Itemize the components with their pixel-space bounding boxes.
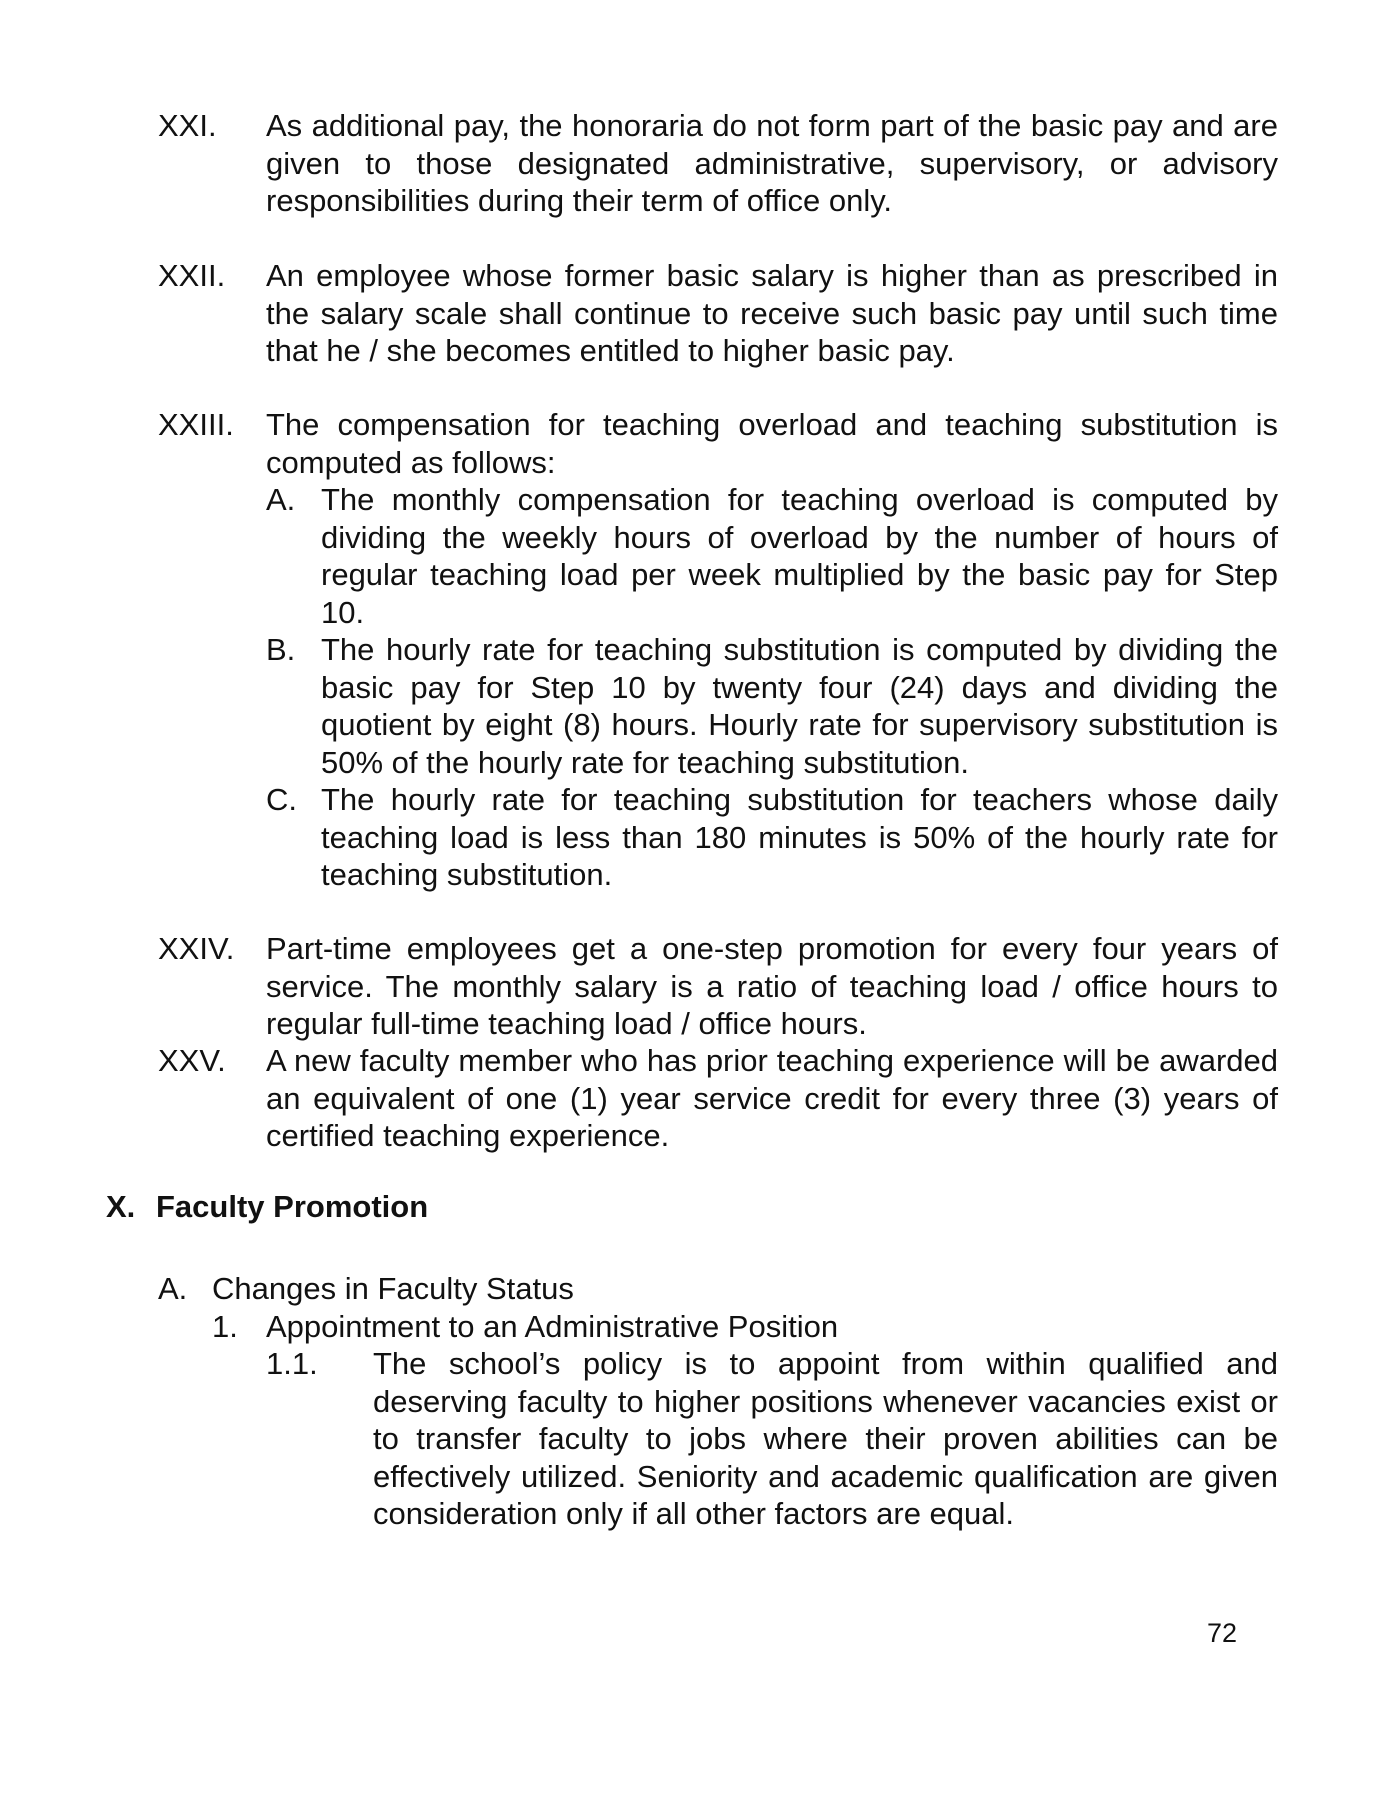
item-text: An employee whose former basic salary is higher than as prescribed in the salary scale shall continue to receive such basic pay until such time that he / she becomes entitled to higher basic pay. <box>266 258 1278 368</box>
item-text: The compensation for teaching overload and teaching substitution is computed as follows: <box>266 407 1278 480</box>
section-content <box>158 1270 1278 1533</box>
subsection-label: A. <box>158 1271 188 1306</box>
item-text: Part-time employees get a one-step promotion for every four years of service. The monthly salary is a ratio of teaching load / office hours to regular full-time teaching load / office hours. <box>266 931 1278 1041</box>
item-xxi <box>158 107 1278 220</box>
sub-list <box>266 481 1278 894</box>
section-title: Faculty Promotion <box>156 1189 429 1224</box>
sub-item-text: The hourly rate for teaching substitution for teachers whose daily teaching load is less than 180 minutes is 50% of the hourly rate for teaching substitution. <box>321 782 1278 892</box>
item-number: XXI. <box>158 108 217 143</box>
item-text: A new faculty member who has prior teaching experience will be awarded an equivalent of one (1) year service credit for every three (3) years of certified teaching experience. <box>266 1043 1278 1153</box>
subsection-1-1 <box>266 1345 1278 1533</box>
sub-item-text: The hourly rate for teaching substitution is computed by dividing the basic pay for Step 10 by twenty four (24) days and dividing the quotient by eight (8) hours. Hourly rate for supervisory substitution is 50% of the hourly rate for teaching substitution. <box>321 632 1278 780</box>
item-number: XXIII. <box>158 407 234 442</box>
section-number: X. <box>106 1189 136 1224</box>
item-number: XXIV. <box>158 931 235 966</box>
subsection-label: 1. <box>212 1308 238 1344</box>
sub-item-c <box>266 781 1278 894</box>
sub-item-letter: C. <box>266 782 297 817</box>
subsection-label: 1.1. <box>266 1346 318 1381</box>
subsection-title: Appointment to an Administrative Position <box>266 1308 839 1344</box>
item-xxv <box>158 1042 1278 1155</box>
item-xxiii <box>158 406 1278 894</box>
section-heading <box>106 1188 428 1226</box>
item-text: As additional pay, the honoraria do not form part of the basic pay and are given to those designated administrative, supervisory, or advisory responsibilities during their term of office only. <box>266 108 1278 218</box>
sub-item-letter: A. <box>266 482 296 517</box>
subsection-1 <box>158 1308 1278 1346</box>
item-number: XXII. <box>158 258 226 293</box>
subsection-title: Changes in Faculty Status <box>212 1271 574 1306</box>
item-xxii <box>158 257 1278 370</box>
item-xxiv <box>158 930 1278 1043</box>
sub-item-b <box>266 631 1278 781</box>
subsection-a <box>158 1270 1278 1308</box>
subsection-text: The school’s policy is to appoint from within qualified and deserving faculty to higher positions whenever vacancies exist or to transfer faculty to jobs where their proven abilities can be effectively utilized. Seniority and academic qualification are given consideration only if all other factors are equal. <box>373 1346 1278 1531</box>
sub-item-text: The monthly compensation for teaching overload is computed by dividing the weekly hours of overload by the number of hours of regular teaching load per week multiplied by the basic pay for Step 10. <box>321 482 1278 630</box>
sub-item-a <box>266 481 1278 631</box>
sub-item-letter: B. <box>266 632 296 667</box>
page-number: 72 <box>1207 1618 1238 1648</box>
item-number: XXV. <box>158 1043 226 1078</box>
